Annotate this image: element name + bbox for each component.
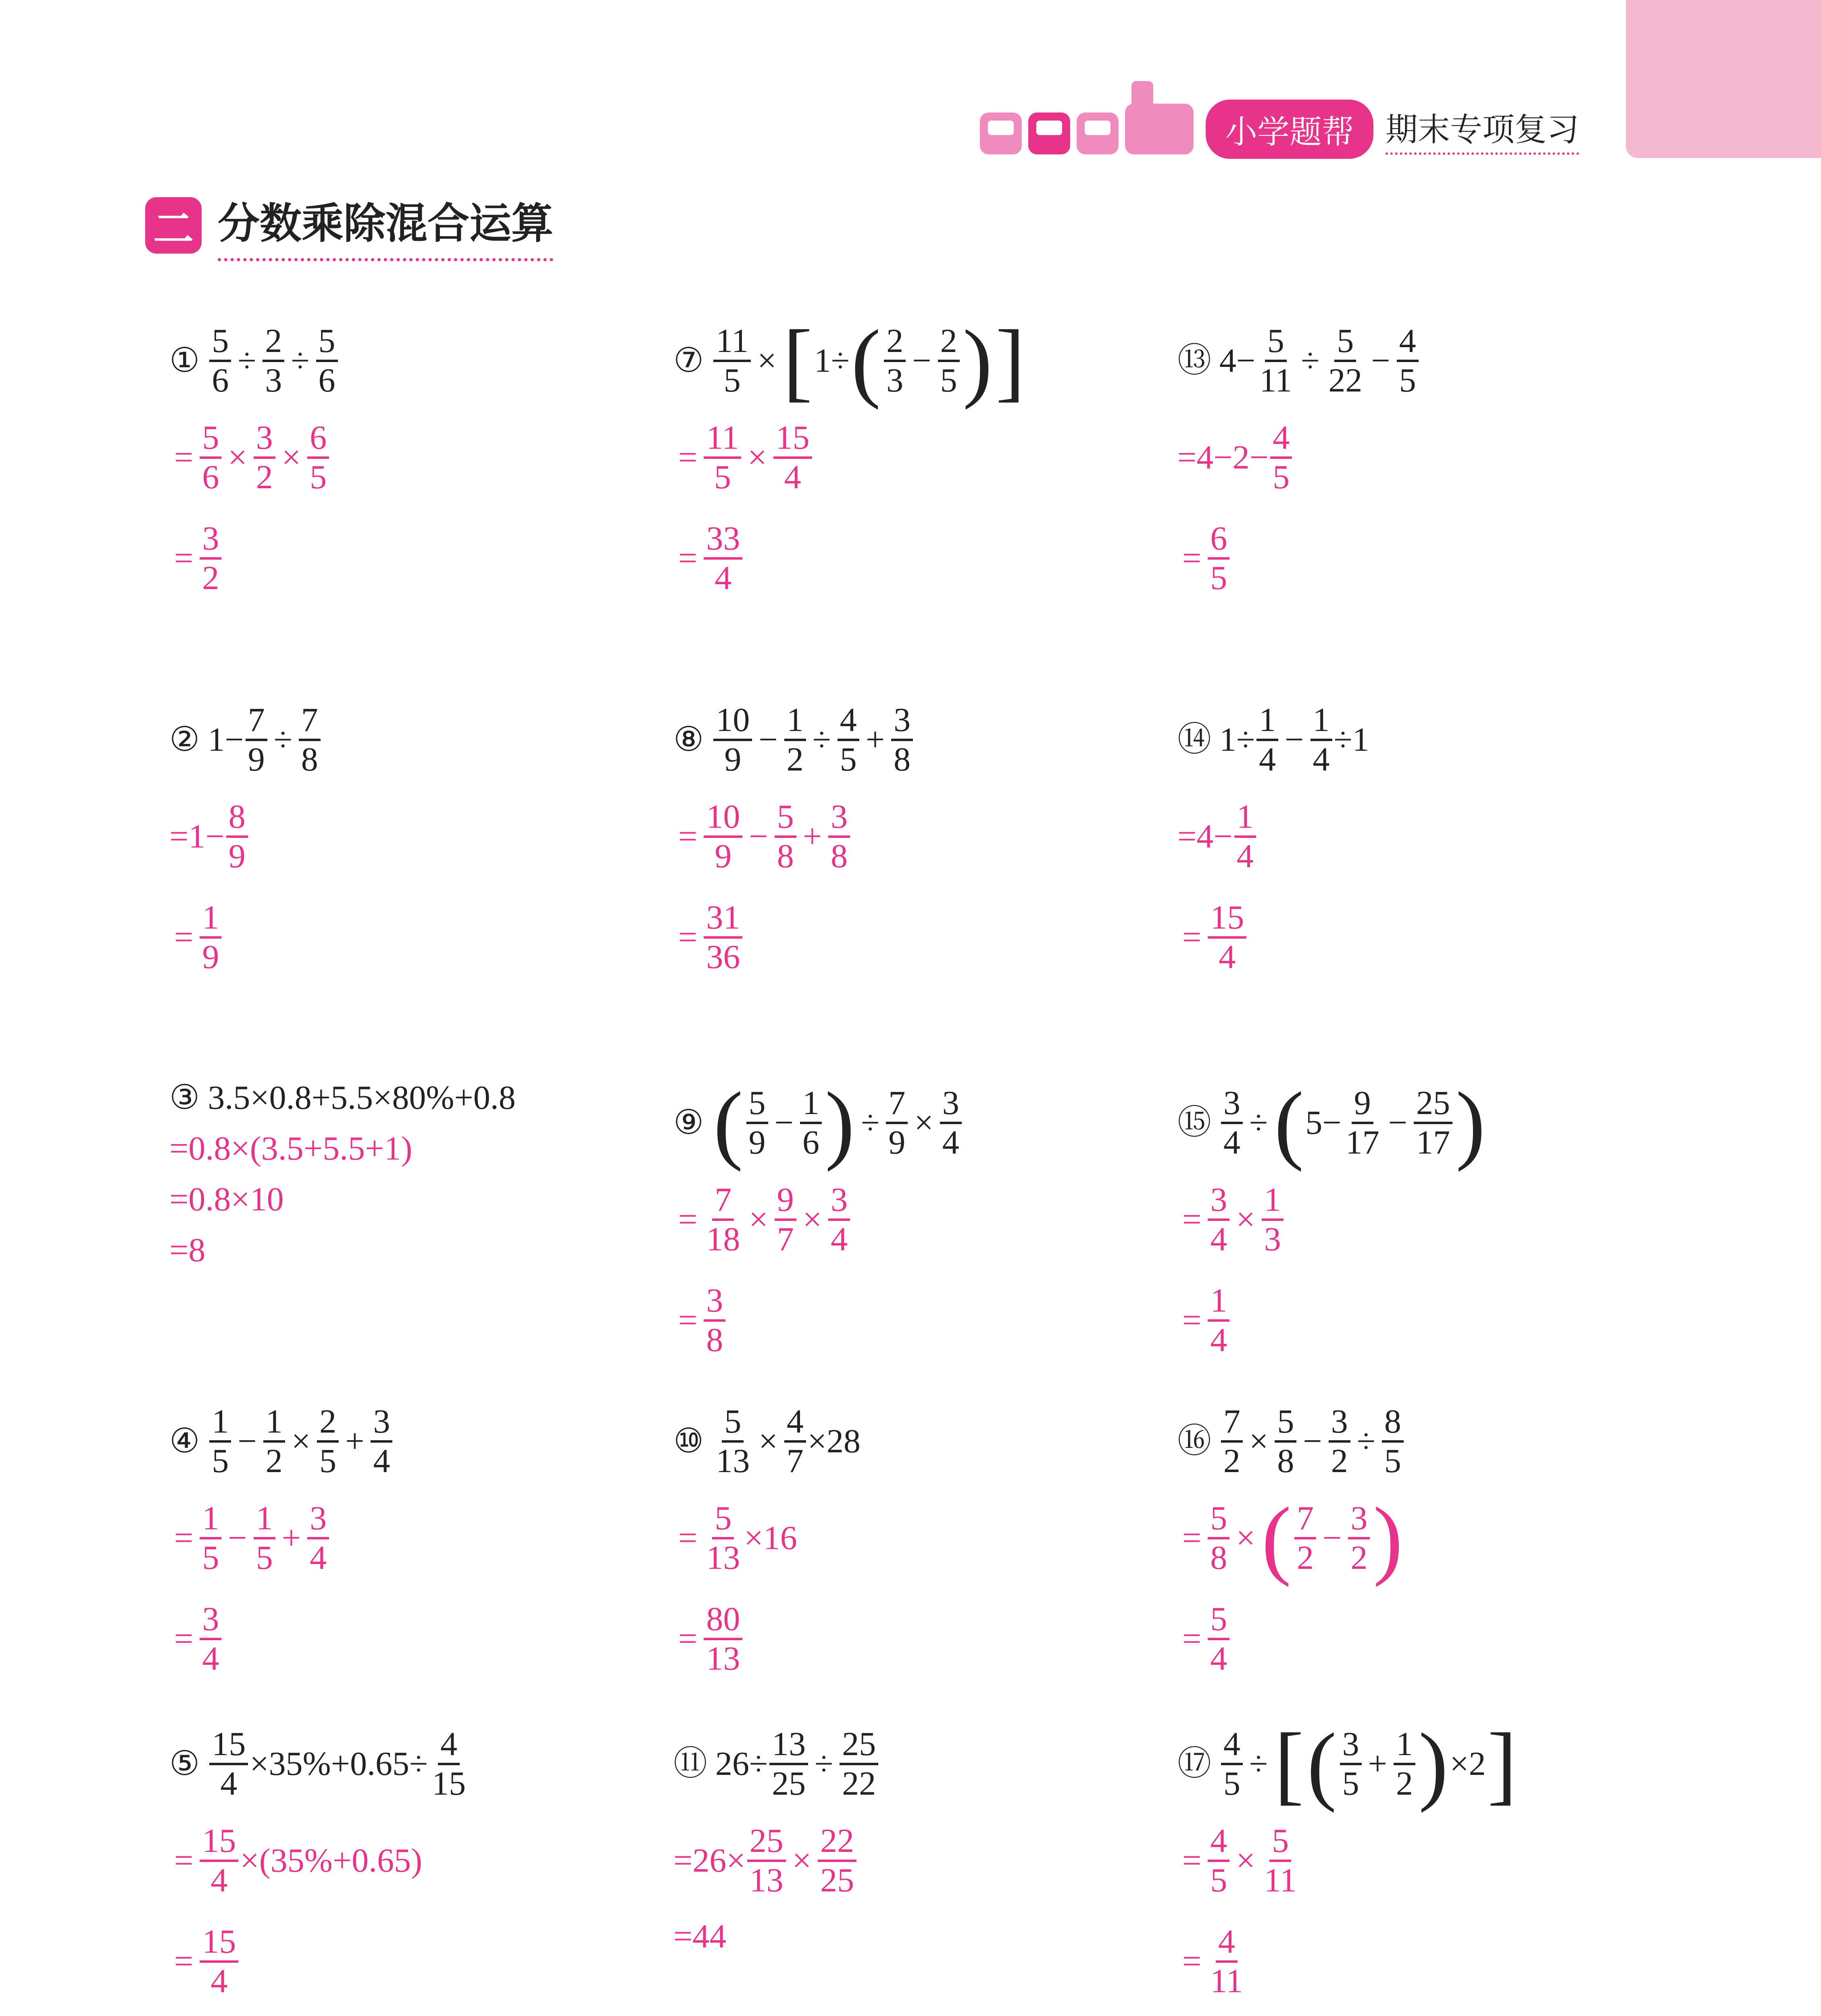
section-number: 二 xyxy=(145,197,202,254)
answer-step: = $\frac{4}{5}$ × $\frac{5}{11}$ xyxy=(1182,1822,1297,1899)
problem-9 xyxy=(673,1074,1165,1371)
problem-13 xyxy=(1177,314,1669,609)
train-engine-icon xyxy=(1125,104,1194,154)
corner-tab xyxy=(1626,0,1821,158)
answer-step: = $\frac{3}{2}$ xyxy=(169,508,661,609)
answer-step: = $\frac{10}{9}$ − $\frac{5}{8}$ + $\frac{3}{8}$ xyxy=(673,786,1165,887)
answer-step: = $\frac{15}{4}$ xyxy=(1177,887,1669,988)
train-icon xyxy=(980,104,1194,154)
question: ⑨ ( 5 9 − $\frac{1}{6}$ ) ÷ $\frac{7}{9}$ × $\frac{3}{4}$ xyxy=(673,1077,1165,1169)
question: ④ 1 5 − $\frac{1}{2}$ × $\frac{2}{5}$ + $\frac{3}{4}$ xyxy=(169,1395,661,1488)
question: ⑧ 10 9 − $\frac{1}{2}$ ÷ $\frac{4}{5}$ + $\frac{3}{8}$ xyxy=(673,694,1165,786)
brand-badge: 小学题帮 xyxy=(1206,100,1373,159)
problem-14 xyxy=(1177,694,1669,988)
answer-step: = $\frac{1}{4}$ xyxy=(1177,1270,1669,1371)
answer-step: =1− $\frac{8}{9}$ xyxy=(169,786,661,887)
problem-11 xyxy=(673,1718,1165,1962)
section-title: 分数乘除混合运算 xyxy=(218,190,553,261)
answer-step: = $\frac{31}{36}$ xyxy=(673,887,1165,988)
page-header xyxy=(980,101,1579,157)
answer-step: = $\frac{4}{11}$ xyxy=(1182,1923,1243,2000)
question: ② 1− $\frac{7}{9}$ ÷ $\frac{7}{8}$ xyxy=(169,694,661,786)
problem-4 xyxy=(169,1395,661,1689)
answer-step: = $\frac{5}{13}$ ×16 xyxy=(678,1500,797,1577)
answer-step: = $\frac{15}{4}$ ×(35%+0.65) xyxy=(174,1822,423,1899)
question: ⑮ $\frac{3}{4}$ ÷ ( 5− $\frac{9}{17}$ − $\frac{25}{17}$ ) xyxy=(1177,1074,1486,1172)
problem-15 xyxy=(1177,1074,1669,1371)
problem-8 xyxy=(673,694,1165,988)
problem-16 xyxy=(1177,1395,1669,1689)
answer-step: = $\frac{7}{18}$ × $\frac{9}{7}$ × $\frac{3}{4}$ xyxy=(673,1169,1165,1270)
question: ③ 3.5×0.8+5.5×80%+0.8 xyxy=(169,1079,516,1116)
problem-7 xyxy=(673,314,1165,609)
answer-step: =44 xyxy=(673,1918,727,1955)
answer-step: = $\frac{3}{4}$ × $\frac{1}{3}$ xyxy=(1177,1169,1669,1270)
answer-step: =26× $\frac{25}{13}$ × $\frac{22}{25}$ xyxy=(673,1810,1165,1911)
answer-step: = $\frac{1}{5}$ − $\frac{1}{5}$ + $\frac{3}{4}$ xyxy=(169,1488,661,1589)
answer-step: =8 xyxy=(169,1231,206,1269)
answer-step: =0.8×10 xyxy=(169,1181,284,1218)
question: ⑬ 4− $\frac{5}{11}$ ÷ $\frac{5}{22}$ − $\frac{4}{5}$ xyxy=(1177,314,1669,407)
answer-step: = $\frac{15}{4}$ xyxy=(169,1911,661,2012)
question: ① $\frac{5}{6}$ ÷ $\frac{2}{3}$ ÷ $\frac{5}{6}$ xyxy=(169,314,661,407)
answer-step: =4−2− $\frac{4}{5}$ xyxy=(1177,407,1669,508)
answer-step: = $\frac{80}{13}$ xyxy=(673,1589,1165,1689)
answer-step: = $\frac{11}{5}$ × $\frac{15}{4}$ xyxy=(673,407,1165,508)
train-car-icon xyxy=(980,112,1022,154)
answer-step: = $\frac{6}{5}$ xyxy=(1177,508,1669,609)
answer-step: =4− $\frac{1}{4}$ xyxy=(1177,786,1669,887)
problem-17 xyxy=(1177,1715,1669,2012)
answer-step: = $\frac{3}{4}$ xyxy=(169,1589,661,1689)
question: ⑯ $\frac{7}{2}$ × $\frac{5}{8}$ − $\frac{3}{2}$ ÷ $\frac{8}{5}$ xyxy=(1177,1395,1669,1488)
problem-2 xyxy=(169,694,661,988)
answer-step: = $\frac{33}{4}$ xyxy=(673,508,1165,609)
train-car-icon xyxy=(1077,112,1119,154)
section-heading xyxy=(145,190,553,261)
train-car-icon xyxy=(1028,112,1070,154)
answer-step: =0.8×(3.5+5.5+1) xyxy=(169,1130,413,1167)
answer-step: = $\frac{1}{9}$ xyxy=(169,887,661,988)
answer-step: = $\frac{3}{8}$ xyxy=(673,1270,1165,1371)
answer-step: = $\frac{5}{8}$ × ( 7 2 − $\frac{3}{2}$ ) xyxy=(1182,1489,1403,1587)
header-title: 期末专项复习 xyxy=(1386,104,1579,155)
answer-step: = $\frac{5}{6}$ × $\frac{3}{2}$ × $\frac{6}{5}$ xyxy=(169,407,661,508)
question: ⑰ $\frac{4}{5}$ ÷ [ ( 3 5 + $\frac{1}{2}$ ) ×2 ] xyxy=(1177,1715,1517,1813)
problem-5 xyxy=(169,1718,661,2012)
question: ⑤ $\frac{15}{4}$ ×35%+0.65÷ $\frac{4}{15}$ xyxy=(169,1725,466,1802)
problem-3 xyxy=(169,1073,661,1276)
question: ⑪ 26÷ $\frac{13}{25}$ ÷ $\frac{25}{22}$ xyxy=(673,1718,1165,1810)
question: ⑦ $\frac{11}{5}$ × [ 1÷ ( 2 3 − $\frac{2}{5}$ ) ] xyxy=(673,312,1025,410)
answer-step: = $\frac{5}{4}$ xyxy=(1177,1589,1669,1689)
question: ⑩ $\frac{5}{13}$ × $\frac{4}{7}$ ×28 xyxy=(673,1403,861,1480)
question: ⑭ 1÷ $\frac{1}{4}$ − $\frac{1}{4}$ ÷1 xyxy=(1177,701,1369,778)
problem-1 xyxy=(169,314,661,609)
problem-10 xyxy=(673,1395,1165,1689)
